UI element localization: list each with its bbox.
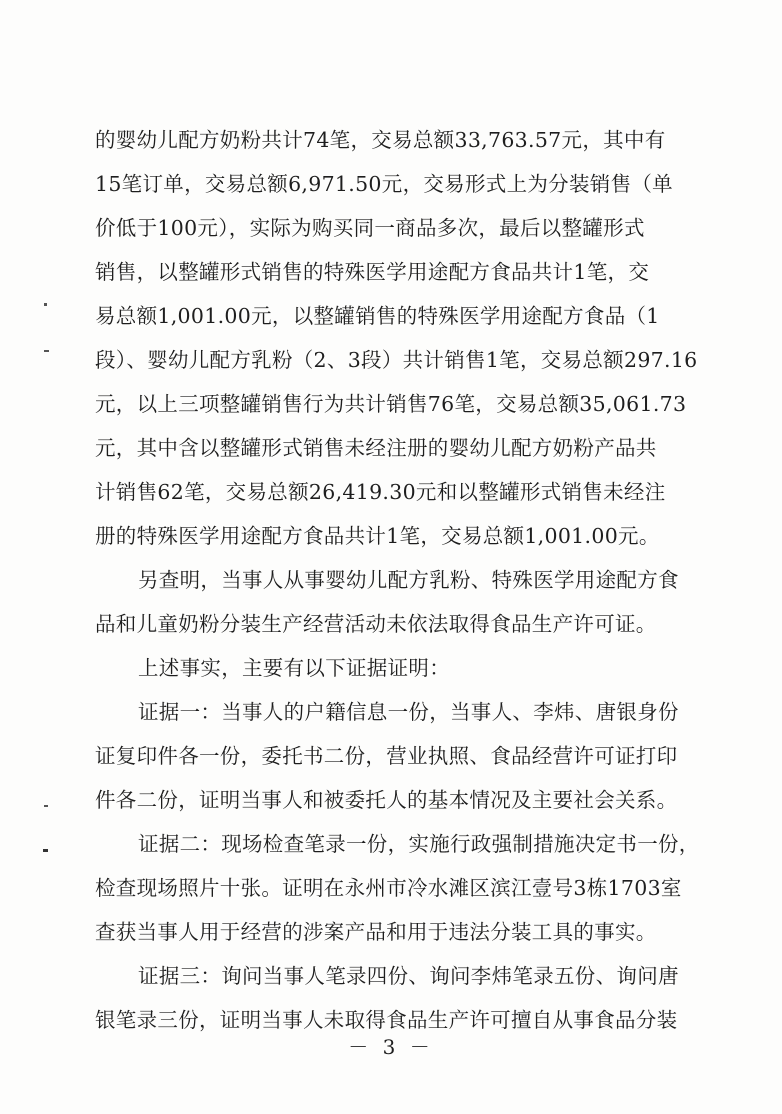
binding-mark (44, 350, 49, 352)
evidence-two-line: 证据二：现场检查笔录一份，实施行政强制措施决定书一份， (138, 832, 700, 856)
text-line: 易总额1,001.00元，以整罐销售的特殊医学用途配方食品（1 (95, 304, 660, 328)
text-line: 15笔订单，交易总额6,971.50元，交易形式上为分装销售（单 (95, 172, 673, 196)
text-line: 元，以上三项整罐销售行为共计销售76笔，交易总额35,061.73 (95, 392, 687, 416)
page-number: － 3 － (348, 1035, 434, 1059)
binding-mark (44, 303, 47, 306)
text-line: 销售，以整罐形式销售的特殊医学用途配方食品共计1笔，交 (95, 260, 650, 284)
paragraph-first-line: 另查明，当事人从事婴幼儿配方乳粉、特殊医学用途配方食 (138, 568, 679, 592)
text-line: 段）、婴幼儿配方乳粉（2、3段）共计销售1笔，交易总额297.16 (95, 348, 698, 372)
text-line: 检查现场照片十张。证明在永州市冷水滩区滨江壹号3栋1703室 (95, 876, 682, 900)
text-line: 证复印件各一份，委托书二份，营业执照、食品经营许可证打印 (95, 744, 678, 768)
text-line: 册的特殊医学用途配方食品共计1笔，交易总额1,001.00元。 (95, 524, 660, 548)
text-line: 银笔录三份，证明当事人未取得食品生产许可擅自从事食品分装 (95, 1008, 678, 1032)
binding-mark (43, 849, 48, 852)
text-line: 价低于100元），实际为购买同一商品多次，最后以整罐形式 (95, 216, 645, 240)
text-line: 品和儿童奶粉分装生产经营活动未依法取得食品生产许可证。 (95, 612, 657, 636)
text-line: 元，其中含以整罐形式销售未经注册的婴幼儿配方奶粉产品共 (95, 436, 657, 460)
text-line: 查获当事人用于经营的涉案产品和用于违法分装工具的事实。 (95, 920, 657, 944)
paragraph-first-line: 上述事实，主要有以下证据证明： (138, 656, 450, 680)
evidence-three-line: 证据三：询问当事人笔录四份、询问李炜笔录五份、询问唐 (138, 964, 679, 988)
text-line: 计销售62笔，交易总额26,419.30元和以整罐形式销售未经注 (95, 480, 666, 504)
binding-mark (44, 805, 48, 807)
text-line: 的婴幼儿配方奶粉共计74笔，交易总额33,763.57元，其中有 (95, 128, 666, 152)
evidence-one-line: 证据一：当事人的户籍信息一份，当事人、李炜、唐银身份 (138, 700, 679, 724)
text-line: 件各二份，证明当事人和被委托人的基本情况及主要社会关系。 (95, 788, 678, 812)
